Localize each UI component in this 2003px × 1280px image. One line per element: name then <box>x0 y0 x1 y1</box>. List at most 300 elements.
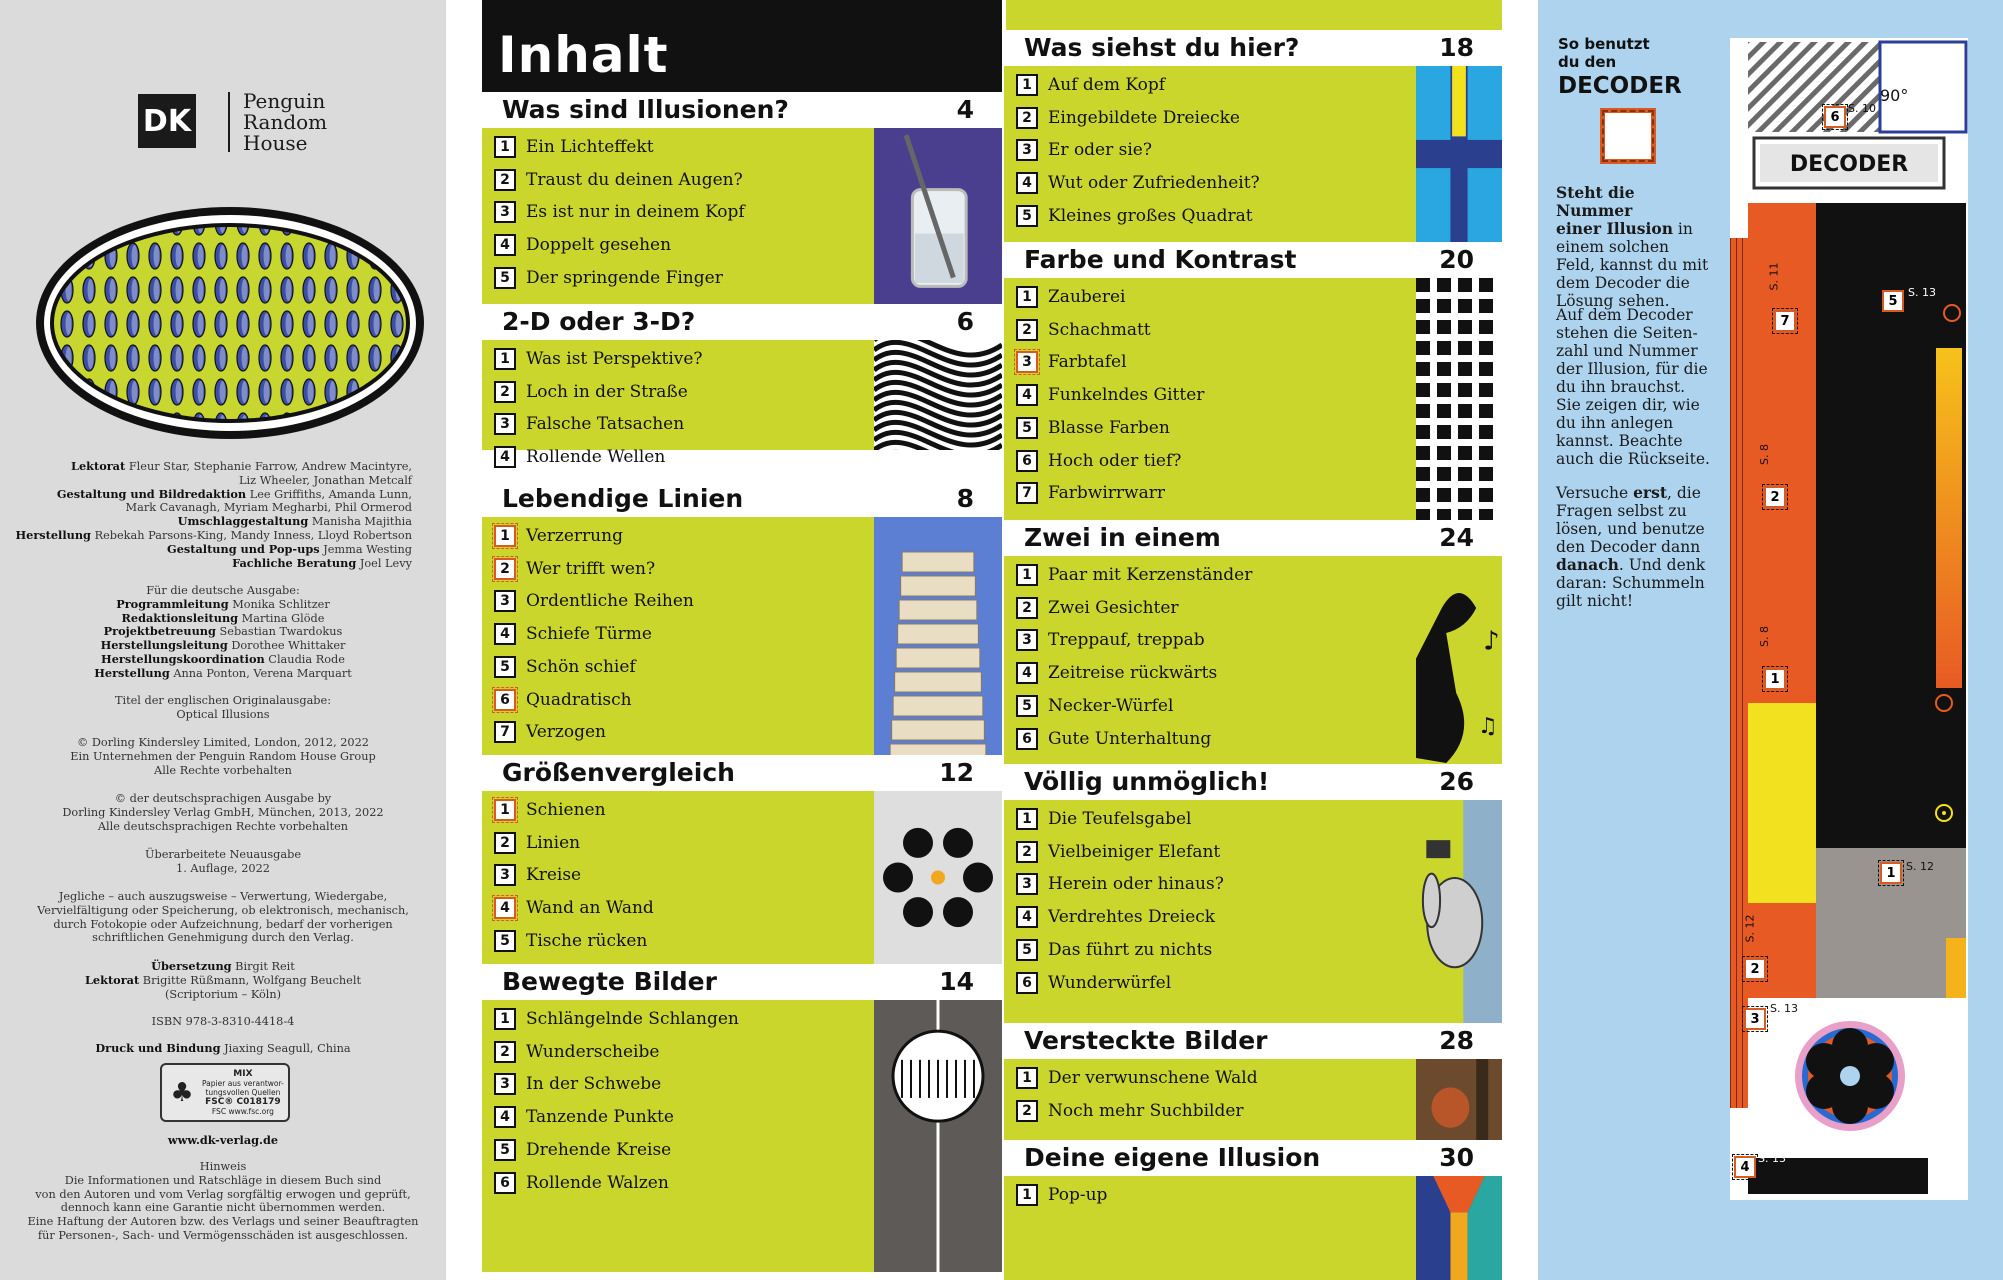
publisher-line: House <box>243 131 308 155</box>
item-number-box: 1 <box>1016 286 1038 308</box>
item-label: Tische rücken <box>526 930 648 951</box>
toc-item[interactable] <box>494 685 632 715</box>
marker-page: S. 8 <box>1757 444 1771 465</box>
section-title[interactable]: Was sind Illusionen? <box>502 95 789 124</box>
toc-item[interactable] <box>494 230 671 260</box>
text-line: Überarbeitete Neuausgabe <box>144 848 302 861</box>
text-line: 1. Auflage, 2022 <box>176 861 270 875</box>
item-label: Pop-up <box>1048 1185 1108 1205</box>
decoder-heading <box>1558 35 1682 101</box>
svg-text:♪: ♪ <box>1483 626 1500 657</box>
credit-line: Herstellungsleitung Dorothee Whittaker <box>100 638 346 653</box>
item-number-box: 3 <box>494 864 516 886</box>
item-number-box: 3 <box>1016 873 1038 895</box>
item-label: Die Teufelsgabel <box>1048 809 1192 829</box>
section-illustration <box>1416 1176 1502 1280</box>
credit-line: Fachliche Beratung Joel Levy <box>232 555 412 570</box>
toc-item[interactable] <box>494 795 606 825</box>
text-line: danach. Und denk <box>1556 555 1706 574</box>
item-label: Schiefe Türme <box>526 624 652 645</box>
toc-item[interactable] <box>1016 593 1179 623</box>
item-label: Der verwunschene Wald <box>1048 1068 1258 1088</box>
item-label: Der springende Finger <box>526 267 723 288</box>
item-label: Schienen <box>526 800 606 820</box>
marker-number: 2 <box>1744 958 1766 980</box>
item-label: Wunderwürfel <box>1048 972 1172 993</box>
toc-item[interactable] <box>494 344 703 374</box>
marker-number: 4 <box>1734 1156 1756 1178</box>
item-number-box: 5 <box>494 1139 516 1161</box>
item-number-box: 5 <box>1016 417 1038 439</box>
item-label: Schachmatt <box>1048 319 1151 340</box>
text-line: Ein Unternehmen der Penguin Random House Group <box>70 749 376 763</box>
toc-item[interactable] <box>1016 315 1151 345</box>
item-number-box: 1 <box>1016 1067 1038 1089</box>
item-number-box: 2 <box>1016 841 1038 863</box>
text-line: © der deutschsprachigen Ausgabe by <box>114 792 332 805</box>
section-body <box>482 1000 1002 1272</box>
credit-line: Liz Wheeler, Jonathan Metcalf <box>239 473 412 487</box>
marker-page: S. 12 <box>1743 914 1757 943</box>
section-header <box>1004 520 1502 556</box>
section-illustration <box>874 1000 1002 1272</box>
item-number-box: 2 <box>494 832 516 854</box>
marker-page: S. 13 <box>1770 1002 1798 1015</box>
text-line: Optical Illusions <box>176 707 270 721</box>
item-label: Zwei Gesichter <box>1048 597 1179 618</box>
text-line: Auf dem Decoder <box>1556 306 1693 324</box>
marker-number: 1 <box>1880 862 1902 884</box>
item-label: Linien <box>526 832 581 853</box>
item-label: Ordentliche Reihen <box>526 591 694 612</box>
item-number-box: 1 <box>494 799 516 821</box>
disclaimer <box>12 1160 434 1243</box>
item-label: Noch mehr Suchbilder <box>1048 1100 1244 1121</box>
text-line: Titel der englischen Originalausgabe: <box>114 694 332 707</box>
item-label: Wut oder Zufriedenheit? <box>1048 173 1260 194</box>
text-line: Feld, kannst du mit <box>1556 256 1709 274</box>
item-label: In der Schwebe <box>526 1074 662 1095</box>
toc-item[interactable] <box>494 1102 674 1132</box>
toc-item[interactable] <box>494 1069 661 1099</box>
item-number-box: 3 <box>1016 139 1038 161</box>
dk-logo: DK <box>138 94 196 148</box>
svg-text:♫: ♫ <box>1477 713 1498 739</box>
marker-number: 6 <box>1824 106 1846 128</box>
marker-page: S. 8 <box>1757 626 1771 647</box>
toc-item[interactable] <box>494 377 688 407</box>
item-label: Verzerrung <box>526 526 623 546</box>
toc-item[interactable] <box>1016 869 1224 899</box>
text-line: dem Decoder die <box>1556 274 1690 292</box>
toc-item[interactable] <box>494 828 580 858</box>
text-line: der Illusion, für die <box>1556 360 1708 378</box>
section-page-number: 8 <box>956 484 974 513</box>
item-label: Quadratisch <box>526 689 632 710</box>
toc-item[interactable] <box>1016 380 1204 410</box>
section-page-number: 18 <box>1439 33 1474 62</box>
toc-item[interactable] <box>494 132 654 162</box>
section-header <box>482 964 1002 1000</box>
toc-item[interactable] <box>1016 201 1253 231</box>
copyright-german <box>12 792 434 833</box>
item-label: Es ist nur in deinem Kopf <box>526 202 745 223</box>
section-title[interactable]: Bewegte Bilder <box>502 967 717 996</box>
item-number-box: 2 <box>1016 1100 1038 1122</box>
section-title[interactable]: Völlig unmöglich! <box>1024 767 1270 796</box>
marker-page: S. 10 <box>1848 102 1876 115</box>
credit-line: Gestaltung und Pop-ups Jemma Westing <box>167 541 412 556</box>
text-line: Jegliche – auch auszugsweise – Verwertung, Wiedergabe, <box>58 890 388 903</box>
credit-line: Gestaltung und Bildredaktion Lee Griffiths, Amanda Lunn, <box>56 486 412 501</box>
item-number-box: 6 <box>494 1172 516 1194</box>
credit-line: Projektbetreuung Sebastian Twardokus <box>103 624 343 639</box>
item-number-box: 2 <box>494 381 516 403</box>
item-label: Kreise <box>526 865 582 886</box>
text-line: du ihn anlegen <box>1556 414 1674 432</box>
section-header <box>482 304 1002 340</box>
toc-item[interactable] <box>1016 724 1211 754</box>
item-number-box: 4 <box>1016 172 1038 194</box>
text-line: dennoch kann eine Garantie nicht übernommen werden. <box>60 1201 386 1215</box>
toc-item[interactable] <box>494 263 723 293</box>
toc-item[interactable] <box>494 165 743 195</box>
section-page-number: 28 <box>1439 1026 1474 1055</box>
text-line: schriftlichen Genehmigung durch den Verlag. <box>92 931 354 945</box>
marker-number: 7 <box>1774 310 1796 332</box>
toc-item[interactable] <box>1016 935 1212 965</box>
item-label: Tanzende Punkte <box>526 1107 674 1128</box>
section-body <box>482 517 1002 755</box>
item-label: Paar mit Kerzenständer <box>1048 565 1253 585</box>
item-number-box: 1 <box>494 1008 516 1030</box>
section-body <box>1004 1059 1502 1140</box>
section-page-number: 14 <box>939 967 974 996</box>
item-label: Hoch oder tief? <box>1048 450 1182 471</box>
decoder-paragraph-2 <box>1556 306 1714 468</box>
item-number-box: 3 <box>494 413 516 435</box>
toc-item[interactable] <box>1016 691 1173 721</box>
text-line: einer Illusion in <box>1556 219 1693 238</box>
toc-item[interactable] <box>1016 413 1170 443</box>
item-number-box: 1 <box>1016 564 1038 586</box>
text-line: Lösung sehen. <box>1556 292 1670 310</box>
text-line: Sie zeigen dir, wie <box>1556 396 1700 414</box>
text-line: kannst. Beachte <box>1556 432 1683 450</box>
item-label: Verzogen <box>526 722 606 743</box>
toc-item[interactable] <box>494 554 655 584</box>
credit-line: Herstellungskoordination Claudia Rode <box>101 651 345 666</box>
print-credit: Druck und Bindung Jiaxing Seagull, China <box>95 1041 351 1055</box>
item-number-box: 6 <box>1016 450 1038 472</box>
toc-item[interactable] <box>494 521 623 551</box>
toc-item[interactable] <box>494 1168 669 1198</box>
toc-item[interactable] <box>494 1135 671 1165</box>
section-header <box>1004 1140 1502 1176</box>
item-number-box: 2 <box>1016 597 1038 619</box>
item-label: Verdrehtes Dreieck <box>1048 907 1216 928</box>
item-number-box: 3 <box>494 590 516 612</box>
item-number-box: 2 <box>1016 107 1038 129</box>
decoder-paragraph-3 <box>1556 484 1714 610</box>
text-line: Alle deutschsprachigen Rechte vorbehalten <box>97 819 349 833</box>
toc-item[interactable] <box>494 652 636 682</box>
section-title[interactable]: Farbe und Kontrast <box>1024 245 1297 274</box>
text-line: Fragen selbst zu <box>1556 502 1687 520</box>
toc-item[interactable] <box>494 197 745 227</box>
item-number-box: 2 <box>1016 319 1038 341</box>
heading-line: So benutzt <box>1558 35 1650 53</box>
text-line: Vervielfältigung oder Speicherung, ob elektronisch, mechanisch, <box>37 903 409 917</box>
marker-number: 5 <box>1882 290 1904 312</box>
toc-item[interactable] <box>494 1037 659 1067</box>
angle-label: 90° <box>1880 86 1909 105</box>
marker-number: 1 <box>1764 668 1786 690</box>
toc-item[interactable] <box>1016 103 1240 133</box>
credit-line: Programmleitung Monika Schlitzer <box>116 596 330 611</box>
item-number-box: 4 <box>494 1106 516 1128</box>
item-label: Farbwirrwarr <box>1048 483 1165 504</box>
section-illustration <box>1416 1059 1502 1140</box>
text-line: daran: Schummeln <box>1556 574 1705 592</box>
item-number-box: 5 <box>494 930 516 952</box>
item-number-box: 3 <box>494 1073 516 1095</box>
fsc-tree-icon: ♣ <box>170 1077 194 1108</box>
toc-item[interactable] <box>494 409 684 439</box>
credit-line: Lektorat Brigitte Rüßmann, Wolfgang Beuchelt <box>84 972 362 987</box>
marker-page: S. 11 <box>1767 262 1781 291</box>
section-title[interactable]: Deine eigene Illusion <box>1024 1143 1321 1172</box>
item-number-box: 4 <box>494 234 516 256</box>
section-header <box>1004 764 1502 800</box>
credit-line: Übersetzung Birgit Reit <box>151 959 295 973</box>
item-number-box: 3 <box>494 201 516 223</box>
marker-number: 2 <box>1764 486 1786 508</box>
item-label: Auf dem Kopf <box>1048 75 1166 95</box>
edition-info <box>12 848 434 876</box>
section-page-number: 20 <box>1439 245 1474 274</box>
toc-item[interactable] <box>1016 658 1217 688</box>
item-label: Doppelt gesehen <box>526 235 672 256</box>
toc-item[interactable] <box>494 893 654 923</box>
section-title[interactable]: 2-D oder 3-D? <box>502 307 696 336</box>
item-label: Das führt zu nichts <box>1048 939 1213 960</box>
item-label: Rollende Wellen <box>526 447 666 468</box>
item-label: Schlängelnde Schlangen <box>526 1009 739 1029</box>
german-credits <box>12 584 434 681</box>
toc-item[interactable] <box>1016 837 1220 867</box>
toc-item[interactable] <box>1016 560 1252 590</box>
item-number-box: 1 <box>494 136 516 158</box>
item-number-box: 4 <box>1016 906 1038 928</box>
section-body <box>482 791 1002 964</box>
section-illustration <box>874 791 1002 964</box>
item-label: Kleines großes Quadrat <box>1048 205 1253 226</box>
credit-line: Umschlaggestaltung Manisha Majithia <box>177 514 412 529</box>
item-label: Ein Lichteffekt <box>526 137 654 157</box>
section-illustration <box>874 340 1002 450</box>
toc-item[interactable] <box>1016 168 1260 198</box>
item-label: Traust du deinen Augen? <box>526 169 743 190</box>
original-title <box>12 694 434 722</box>
section-page-number: 12 <box>939 758 974 787</box>
section-body <box>1004 278 1502 520</box>
section-body <box>1004 556 1502 764</box>
section-title[interactable]: Versteckte Bilder <box>1024 1026 1268 1055</box>
toc-item[interactable] <box>1016 1180 1107 1210</box>
item-number-box: 6 <box>1016 728 1038 750</box>
fsc-badge <box>160 1063 290 1122</box>
text-line: (Scriptorium – Köln) <box>164 987 282 1001</box>
text-line: für Personen-, Sach- und Vermögensschäden ist ausgeschlossen. <box>37 1228 409 1242</box>
toc-item[interactable] <box>494 586 694 616</box>
toc-item[interactable] <box>494 1004 739 1034</box>
fsc-text: MIX Papier aus verantwor- tungsvollen Quellen FSC® C018179 FSC www.fsc.org <box>202 1069 284 1116</box>
section-body <box>482 340 1002 468</box>
toc-item[interactable] <box>1016 478 1165 508</box>
top-color-band <box>1004 0 1502 30</box>
marker-page: S. 13 <box>1908 286 1936 299</box>
item-label: Wer trifft wen? <box>526 558 656 579</box>
item-number-box: 1 <box>1016 808 1038 830</box>
toc-item[interactable] <box>1016 902 1215 932</box>
item-label: Was ist Perspektive? <box>526 349 703 369</box>
toc-item[interactable] <box>494 717 606 747</box>
decoder-strip[interactable] <box>1730 38 1968 1200</box>
item-number-box: 4 <box>494 446 516 468</box>
section-title[interactable]: Zwei in einem <box>1024 523 1221 552</box>
credit-line: Lektorat Fleur Star, Stephanie Farrow, Andrew Macintyre, <box>71 459 412 473</box>
section-header <box>1004 1023 1502 1059</box>
publisher-line: Random <box>243 110 328 134</box>
item-number-box: 7 <box>1016 482 1038 504</box>
item-label: Blasse Farben <box>1048 417 1170 438</box>
text-line: Hinweis <box>199 1160 247 1173</box>
toc-item[interactable] <box>494 926 647 956</box>
text-line: auch die Rückseite. <box>1556 450 1710 468</box>
section-body <box>1004 800 1502 1023</box>
section-page-number: 30 <box>1439 1143 1474 1172</box>
item-number-box: 5 <box>1016 939 1038 961</box>
text-line: von den Autoren und vom Verlag sorgfältig erwogen und geprüft, <box>35 1187 411 1201</box>
section-page-number: 6 <box>956 307 974 336</box>
item-label: Necker-Würfel <box>1048 695 1174 716</box>
section-header <box>1004 30 1502 66</box>
toc-item[interactable] <box>1016 135 1152 165</box>
credit-line: Herstellung Anna Ponton, Verena Marquart <box>94 665 352 680</box>
item-number-box: 2 <box>494 558 516 580</box>
section-body <box>1004 1176 1502 1280</box>
item-label: Er oder sie? <box>1048 140 1152 161</box>
rights-notice <box>12 890 434 945</box>
section-body <box>482 128 1002 304</box>
toc-item[interactable] <box>1016 347 1127 377</box>
decoder-paragraph-1 <box>1556 184 1714 310</box>
section-title[interactable]: Lebendige Linien <box>502 484 744 513</box>
item-label: Funkelndes Gitter <box>1048 385 1205 406</box>
page-gutter <box>1502 0 1538 1280</box>
section-illustration <box>874 128 1002 304</box>
text-line: zahl und Nummer <box>1556 342 1698 360</box>
toc-item[interactable] <box>1016 625 1205 655</box>
item-number-box: 4 <box>494 623 516 645</box>
heading-line: du den <box>1558 53 1617 71</box>
section-title[interactable]: Größenvergleich <box>502 758 735 787</box>
item-label: Wand an Wand <box>526 898 654 919</box>
toc-item[interactable] <box>494 860 581 890</box>
logo-divider <box>228 92 230 152</box>
text-line: Alle Rechte vorbehalten <box>154 763 292 777</box>
text-line: Die Informationen und Ratschläge in diesem Buch sind <box>64 1173 382 1187</box>
marker-number: 3 <box>1744 1008 1766 1030</box>
section-page-number: 26 <box>1439 767 1474 796</box>
text-line: lösen, und benutze <box>1556 520 1705 538</box>
publisher-line: Penguin <box>243 89 326 113</box>
item-label: Gute Unterhaltung <box>1048 728 1212 749</box>
section-illustration <box>1416 556 1502 764</box>
item-number-box: 5 <box>494 656 516 678</box>
toc-item[interactable] <box>494 619 652 649</box>
item-number-box: 1 <box>494 525 516 547</box>
item-number-box: 2 <box>494 169 516 191</box>
item-label: Eingebildete Dreiecke <box>1048 107 1240 128</box>
german-edition-intro: Für die deutsche Ausgabe: <box>146 584 300 597</box>
section-illustration <box>1416 66 1502 242</box>
item-label: Treppauf, treppab <box>1048 630 1205 651</box>
english-credits <box>12 460 412 570</box>
toc-item[interactable] <box>1016 804 1191 834</box>
section-illustration <box>874 517 1002 755</box>
section-page-number: 24 <box>1439 523 1474 552</box>
toc-item[interactable] <box>1016 446 1181 476</box>
section-title[interactable]: Was siehst du hier? <box>1024 33 1300 62</box>
item-label: Schön schief <box>526 656 636 677</box>
section-illustration <box>1416 278 1502 520</box>
section-header <box>482 755 1002 791</box>
page-gutter <box>446 0 482 1280</box>
toc-item[interactable] <box>494 442 665 472</box>
sample-number-box <box>1600 108 1656 164</box>
item-label: Drehende Kreise <box>526 1139 672 1160</box>
credit-line: Redaktionsleitung Martina Glöde <box>121 610 325 625</box>
toc-item[interactable] <box>1016 1096 1244 1126</box>
isbn: ISBN 978-3-8310-4418-4 <box>151 1015 295 1028</box>
item-number-box: 1 <box>494 348 516 370</box>
heading-big: DECODER <box>1558 73 1682 99</box>
item-number-box: 3 <box>1016 629 1038 651</box>
item-number-box: 4 <box>1016 662 1038 684</box>
oval-illusion-svg <box>34 205 426 441</box>
toc-item[interactable] <box>1016 968 1171 998</box>
credit-line: Mark Cavanagh, Myriam Megharbi, Phil Ormerod <box>125 501 412 515</box>
text-line: Eine Haftung der Autoren bzw. des Verlags und seiner Beauftragten <box>27 1215 419 1229</box>
translation-credits <box>12 960 434 1001</box>
text-line: Steht die Nummer <box>1556 183 1635 220</box>
text-line: stehen die Seiten- <box>1556 324 1698 342</box>
item-label: Falsche Tatsachen <box>526 414 685 435</box>
decoder-strip-title: DECODER <box>1789 151 1909 177</box>
toc-item[interactable] <box>1016 1063 1258 1093</box>
toc-item[interactable] <box>1016 70 1165 100</box>
text-line: durch Fotokopie oder Aufzeichnung, bedarf der vorherigen <box>53 917 393 931</box>
item-number-box: 7 <box>494 721 516 743</box>
text-line: © Dorling Kindersley Limited, London, 2012, 2022 <box>76 736 369 749</box>
toc-item[interactable] <box>1016 282 1125 312</box>
item-label: Zeitreise rückwärts <box>1048 663 1218 684</box>
item-number-box: 2 <box>494 1041 516 1063</box>
item-number-box: 5 <box>1016 205 1038 227</box>
text-line: den Decoder dann <box>1556 538 1701 556</box>
